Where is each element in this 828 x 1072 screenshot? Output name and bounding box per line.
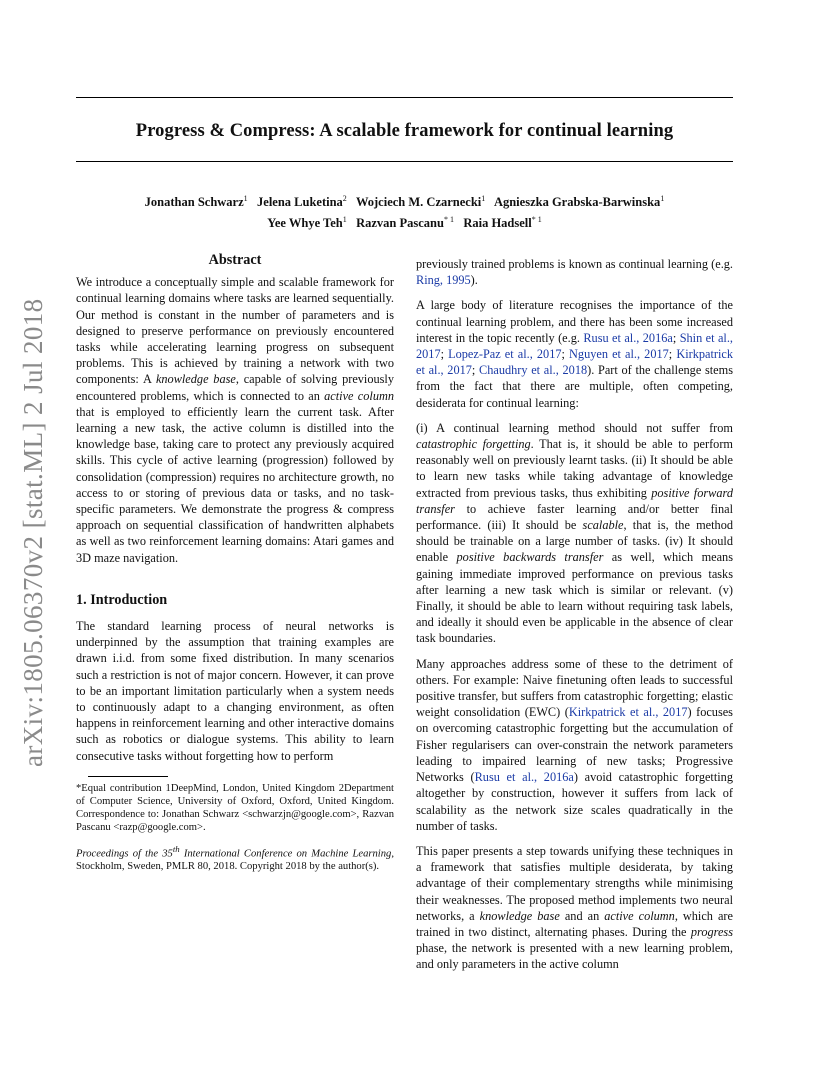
author-line-1: Jonathan Schwarz$^1$ Jelena Luketina$^2$ Wojciech M. Czarnecki$^1$ Agnieszka Grabska-Barwinska$^1$ bbox=[144, 194, 665, 210]
paragraph: This paper presents a step towards unifying these techniques in a framework that satisfies multiple desiderata, by taking advantage of their complementary strengths while minimising their weaknesses. The proposed method implements two neural networks, a knowledge base and an active column, which are trained in two distinct, alternating phases. During the progress phase, the network is presented with a new learning problem, and only parameters in the active column bbox=[416, 843, 733, 972]
author: Razvan Pascanu bbox=[356, 216, 444, 231]
author-line-2: Yee Whye Teh$^1$ Razvan Pascanu$^{* 1}$ Raia Hadsell$^{* 1}$ bbox=[267, 215, 542, 231]
abstract-heading: Abstract bbox=[208, 252, 262, 268]
citation-link[interactable]: Shin et al., 2017 bbox=[416, 330, 733, 362]
right-column bbox=[416, 256, 733, 982]
proceedings-note: Proceedings of the 35th International Conference on Machine Learning, Stockholm, Sweden, PMLR 80, 2018. Copyright 2018 by the author(s). bbox=[76, 843, 394, 873]
footnote-affiliations: *Equal contribution 1DeepMind, London, United Kingdom 2Department of Computer Science, University of Oxford, Oxford, United Kingdom. Correspondence to: Jonathan Schwarz <schwarzjn@google.com>, Razvan Pascanu <razp@google.com>. bbox=[76, 782, 394, 833]
title-rule-bottom bbox=[76, 161, 733, 162]
author: Wojciech M. Czarnecki bbox=[355, 195, 482, 210]
abstract-text: We introduce a conceptually simple and scalable framework for continual learning domains where tasks are learned sequentially. Our method is constant in the number of parameters and is designed to preserve performance on previously encountered tasks while accelerating learning progress on subsequent problems. This is achieved by training a network with two components: A knowledge base, capable of solving previously encountered problems, which is connected to an active column that is employed to efficiently learn the current task. After learning a new task, the active column is distilled into the knowledge base, taking care to protect any previously acquired skills. This cycle of active learning (progression) followed by consolidation (compression) requires no architecture growth, no access to or storing of previous data or tasks, and no task-specific parameters. We demonstrate the progress & compress approach on sequential classification of handwritten alphabets as well as two reinforcement learning domains: Atari games and 3D maze navigation. bbox=[76, 275, 394, 565]
title-rule-top bbox=[76, 97, 733, 98]
footnote-rule bbox=[88, 776, 168, 777]
paper-title: Progress & Compress: A scalable framework for continual learning bbox=[135, 121, 674, 141]
citation-link[interactable]: Chaudhry et al., 2018 bbox=[479, 363, 588, 378]
author-list bbox=[76, 190, 733, 232]
citation-link[interactable]: Kirkpatrick et al., 2017 bbox=[568, 705, 688, 720]
citation-link[interactable]: Lopez-Paz et al., 2017 bbox=[448, 347, 562, 362]
author: Raia Hadsell bbox=[463, 216, 532, 231]
arxiv-identifier: arXiv:1805.06370v2 [stat.ML] 2 Jul 2018 bbox=[18, 298, 48, 767]
citation-link[interactable]: Nguyen et al., 2017 bbox=[569, 347, 669, 362]
author: Agnieszka Grabska-Barwinska bbox=[493, 195, 661, 210]
citation-link[interactable]: Kirkpatrick et al., 2017 bbox=[416, 347, 733, 378]
citation-link[interactable]: Rusu et al., 2016a bbox=[583, 330, 673, 345]
paragraph: (i) A continual learning method should not suffer from catastrophic forgetting. That is, it should be able to perform reasonably well on previously learnt tasks. (ii) It should be able to learn new tasks while taking advantage of knowledge extracted from previous tasks, thus exhibiting positive forward transfer to achieve faster learning and/or better final performance. (iii) It should be scalable, that is, the method should be trainable on a large number of tasks. (iv) It should enable positive backwards transfer as well, which means gaining immediate improved performance on previous tasks after learning a new task which is similar or relevant. (v) Finally, it should be able to learn without requiring task labels, and ideally it should even be applicable in the absence of clear task boundaries. bbox=[416, 420, 733, 646]
intro-paragraph: The standard learning process of neural networks is underpinned by the assumption that training examples are drawn i.i.d. from some fixed distribution. In many scenarios such a restriction is not of major concern. However, it can prove to be an important limitation particularly when a system needs to continuously adapt to a changing environment, as often happens in reinforcement learning and other interactive domains such as robotics or dialogue systems. This ability to learn consecutive tasks without forgetting how to perform bbox=[76, 619, 394, 763]
paragraph: Many approaches address some of these to the detriment of others. For example: Naive finetuning often leads to successful positive transfer, but suffers from catastrophic forgetting; elastic weight consolidation (EWC) (Kirkpatrick et al., 2017) focuses on overcoming catastrophic forgetting but the accumulation of Fisher regularisers can over-constrain the network parameters leading to impaired learning of new tasks; Progressive Networks (Rusu et al., 2016a) avoid catastrophic forgetting altogether by construction, however it suffers from lack of scalability as the network size scales quadratically in the number of tasks. bbox=[416, 656, 733, 833]
author: Yee Whye Teh bbox=[267, 216, 343, 231]
left-column bbox=[76, 252, 394, 882]
section-heading-introduction: 1. Introduction bbox=[76, 591, 168, 608]
citation-link[interactable]: Rusu et al., 2016a bbox=[474, 770, 574, 785]
author: Jelena Luketina bbox=[257, 195, 343, 210]
paragraph: A large body of literature recognises the importance of the continual learning problem, and there has been some increased interest in the topic recently (e.g. Rusu et al., 2016a; Shin et al., 2017; Lopez-Paz et al., 2017; Nguyen et al., 2017; Kirkpatrick et al., 2017; Chaudhry et al., 2018). Part of the challenge stems from the fact that there are multiple, often competing, desiderata for continual learning: bbox=[416, 298, 733, 410]
author: Jonathan Schwarz bbox=[144, 195, 244, 210]
paragraph: previously trained problems is known as continual learning (e.g. Ring, 1995). bbox=[416, 257, 733, 288]
citation-link[interactable]: Ring, 1995 bbox=[416, 273, 471, 288]
